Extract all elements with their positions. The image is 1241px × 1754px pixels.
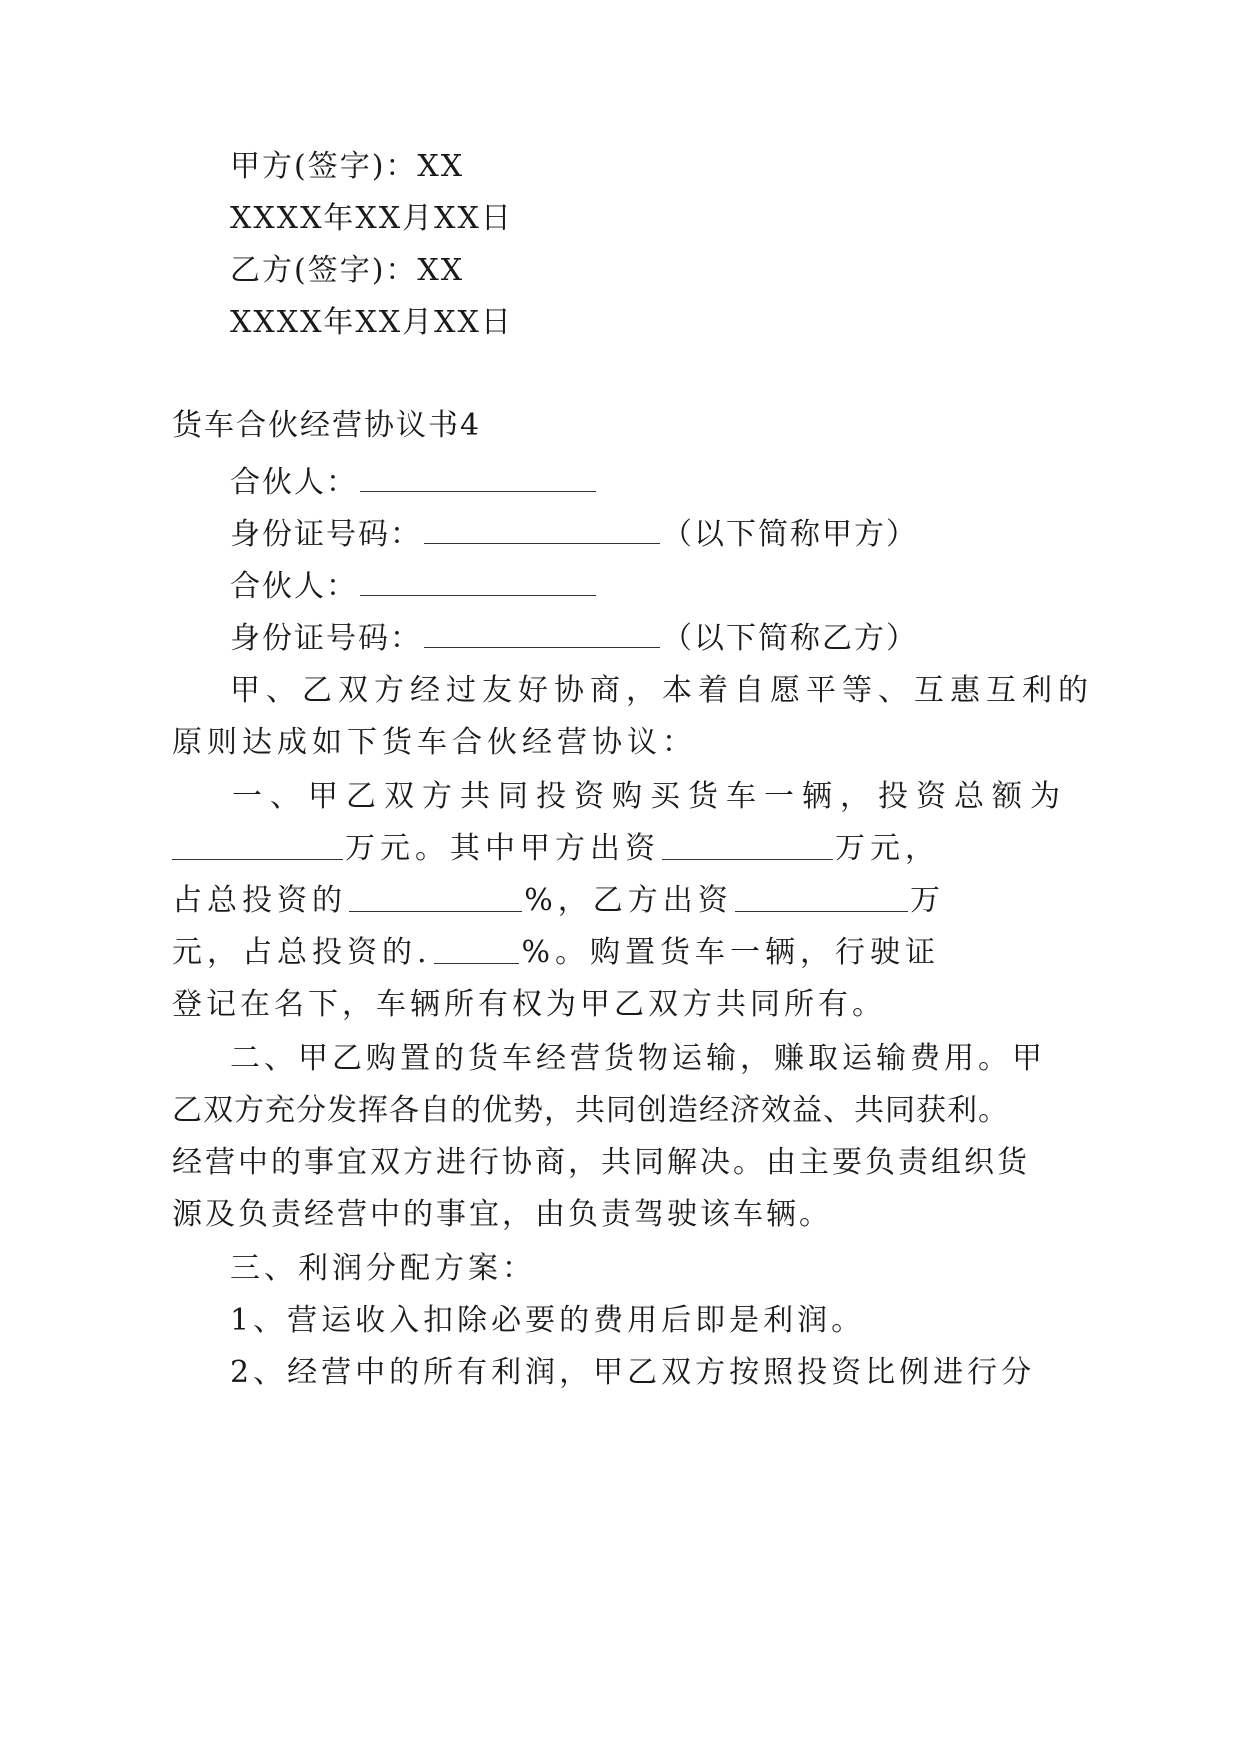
id-a-label: 身份证号码： [230, 517, 422, 552]
clause1-l3-text-b: %，乙方出资 [524, 883, 733, 918]
party-b-date: XXXX年XX月XX日 [230, 305, 513, 340]
id-b-row [230, 617, 918, 659]
clause1-l2-text-a: 万元。其中甲方出资 [345, 831, 660, 866]
clause1-l2-text-b: 万元， [835, 831, 940, 866]
party-b-investment-blank [735, 881, 908, 912]
clause1-line-3 [172, 881, 940, 921]
partner-a-row [230, 461, 598, 503]
party-a-share-blank [349, 881, 522, 912]
id-a-row [230, 513, 918, 555]
party-b-signature: 乙方(签字)：XX [230, 253, 465, 288]
clause1-line-2 [170, 829, 940, 869]
clause2-line-3: 经营中的事宜双方进行协商，共同解决。由主要负责组织货 [172, 1145, 1030, 1180]
party-a-signature: 甲方(签字)：XX [230, 149, 465, 184]
partner-b-row [230, 565, 598, 607]
clause1-line-5: 登记在名下，车辆所有权为甲乙双方共同所有。 [172, 987, 886, 1022]
intro-line-2: 原则达成如下货车合伙经营协议： [172, 725, 697, 760]
agreement-title: 货车合伙经营协议书4 [172, 408, 482, 443]
clause3-title: 三、利润分配方案： [230, 1251, 536, 1286]
partner-a-name-blank [360, 461, 596, 492]
id-b-suffix: （以下简称乙方） [662, 621, 918, 656]
partner-b-label: 合伙人： [230, 569, 358, 604]
party-a-date: XXXX年XX月XX日 [230, 201, 513, 236]
clause1-l3-text-c: 万 [909, 883, 940, 918]
clause2-line-2: 乙双方充分发挥各自的优势，共同创造经济效益、共同获利。 [172, 1093, 1009, 1128]
id-b-number-blank [424, 617, 660, 648]
id-a-suffix: （以下简称甲方） [662, 517, 918, 552]
partner-a-label: 合伙人： [230, 465, 358, 500]
clause3-item-2: 2、经营中的所有利润，甲乙双方按照投资比例进行分 [230, 1355, 1036, 1390]
party-a-investment-blank [662, 829, 833, 860]
clause3-item-1: 1、营运收入扣除必要的费用后即是利润。 [230, 1303, 866, 1338]
clause1-l4-text-b: %。购置货车一辆，行驶证 [521, 935, 940, 970]
intro-line-1: 甲、乙双方经过友好协商，本着自愿平等、互惠互利的 [230, 673, 1094, 708]
clause1-l3-text-a: 占总投资的 [172, 883, 347, 918]
clause1-line-4 [172, 933, 940, 973]
party-b-share-blank [434, 933, 520, 964]
id-b-label: 身份证号码： [230, 621, 422, 656]
clause2-line-1: 二、甲乙购置的货车经营货物运输，赚取运输费用。甲 [230, 1041, 1046, 1076]
clause1-line-1: 一、甲乙双方共同投资购买货车一辆，投资总额为 [232, 779, 1068, 814]
clause1-l4-text-a: 元，占总投资的. [172, 935, 432, 970]
total-investment-blank [172, 829, 343, 860]
clause2-line-4: 源及负责经营中的事宜，由负责驾驶该车辆。 [172, 1197, 832, 1232]
id-a-number-blank [424, 513, 660, 544]
partner-b-name-blank [360, 565, 596, 596]
